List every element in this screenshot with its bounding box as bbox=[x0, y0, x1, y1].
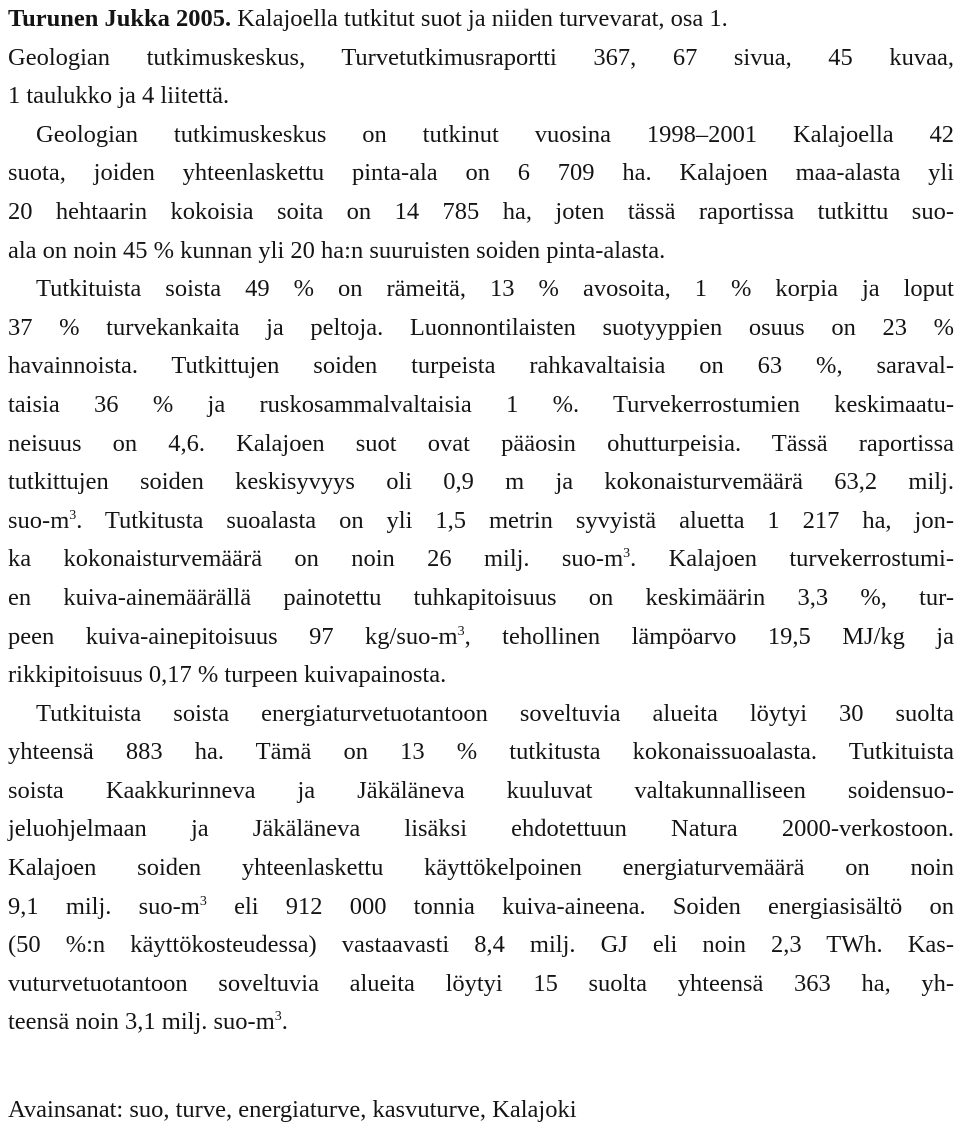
paragraph-2-line bbox=[8, 502, 954, 541]
paragraph-2-line: havainnoista. Tutkittujen soiden turpeista rahkavaltaisia on 63 %, saraval- bbox=[8, 352, 954, 380]
paragraph-2-line bbox=[8, 618, 954, 657]
paragraph-1-line: suota, joiden yhteenlaskettu pinta-ala on 6 709 ha. Kalajoen maa-alasta yli bbox=[8, 159, 954, 187]
citation-line-1 bbox=[8, 0, 954, 39]
superscript: 3 bbox=[69, 507, 77, 523]
text-run: teensä noin 3,1 milj. suo-m bbox=[8, 1008, 275, 1036]
paragraph-2-line: tutkittujen soiden keskisyvyys oli 0,9 m ja kokonaisturvemäärä 63,2 milj. bbox=[8, 468, 954, 496]
paragraph-3-line: Kalajoen soiden yhteenlaskettu käyttökelpoinen energiaturvemäärä on noin bbox=[8, 854, 954, 882]
paragraph-3-line: jeluohjelmaan ja Jäkäläneva lisäksi ehdotettuun Natura 2000-verkostoon. bbox=[8, 815, 954, 843]
paragraph-1-line: Geologian tutkimuskeskus on tutkinut vuosina 1998–2001 Kalajoella 42 bbox=[36, 120, 954, 148]
abstract-page bbox=[8, 0, 954, 1042]
text-run: , tehollinen lämpöarvo 19,5 MJ/kg ja bbox=[464, 622, 954, 650]
paragraph-1-line: 20 hehtaarin kokoisia soita on 14 785 ha, joten tässä raportissa tutkittu suo- bbox=[8, 197, 954, 225]
citation-title: Kalajoella tutkitut suot ja niiden turvevarat, osa 1. bbox=[231, 5, 728, 32]
paragraph-3-line: Tutkituista soista energiaturvetuotantoon soveltuvia alueita löytyi 30 suolta bbox=[36, 699, 954, 727]
citation-line-2: Geologian tutkimuskeskus, Turvetutkimusraportti 367, 67 sivua, 45 kuvaa, bbox=[8, 43, 954, 71]
superscript: 3 bbox=[623, 546, 631, 562]
paragraph-3-line bbox=[8, 888, 954, 927]
paragraph-2-line: 37 % turvekankaita ja peltoja. Luonnontilaisten suotyyppien osuus on 23 % bbox=[8, 313, 954, 341]
paragraph-2-line: en kuiva-ainemäärällä painotettu tuhkapitoisuus on keskimäärin 3,3 %, tur- bbox=[8, 583, 954, 611]
citation-author-year: Turunen Jukka 2005. bbox=[8, 5, 232, 32]
paragraph-2-line: Tutkituista soista 49 % on rämeitä, 13 % avosoita, 1 % korpia ja loput bbox=[36, 275, 954, 303]
text-run: . Tutkitusta suoalasta on yli 1,5 metrin syvyistä aluetta 1 217 ha, jon- bbox=[76, 506, 954, 534]
superscript: 3 bbox=[457, 623, 465, 639]
text-run: ka kokonaisturvemäärä on noin 26 milj. suo-m bbox=[8, 545, 624, 573]
paragraph-3-line: yhteensä 883 ha. Tämä on 13 % tutkitusta kokonaissuoalasta. Tutkituista bbox=[8, 738, 954, 766]
paragraph-3-line bbox=[8, 1003, 954, 1042]
text-run: eli 912 000 tonnia kuiva-aineena. Soiden energiasisältö on bbox=[206, 892, 954, 920]
paragraph-1-line: ala on noin 45 % kunnan yli 20 ha:n suuruisten soiden pinta-alasta. bbox=[8, 236, 666, 264]
keywords-line: Avainsanat: suo, turve, energiaturve, kasvuturve, Kalajoki bbox=[8, 1096, 577, 1123]
text-run: suo-m bbox=[8, 506, 70, 534]
paragraph-3-line: vuturvetuotantoon soveltuvia alueita löytyi 15 suolta yhteensä 363 ha, yh- bbox=[8, 969, 954, 997]
paragraph-3-line: soista Kaakkurinneva ja Jäkäläneva kuuluvat valtakunnalliseen soidensuo- bbox=[8, 776, 954, 804]
citation-line-3: 1 taulukko ja 4 liitettä. bbox=[8, 82, 230, 110]
text-run: . bbox=[281, 1008, 288, 1036]
paragraph-2-line: rikkipitoisuus 0,17 % turpeen kuivapainosta. bbox=[8, 661, 447, 689]
paragraph-2-line: taisia 36 % ja ruskosammalvaltaisia 1 %. Turvekerrostumien keskimaatu- bbox=[8, 390, 954, 418]
superscript: 3 bbox=[199, 893, 207, 909]
text-run: peen kuiva-ainepitoisuus 97 kg/suo-m bbox=[8, 622, 458, 650]
paragraph-3-line: (50 %:n käyttökosteudessa) vastaavasti 8,4 milj. GJ eli noin 2,3 TWh. Kas- bbox=[8, 931, 954, 959]
paragraph-2-line: neisuus on 4,6. Kalajoen suot ovat pääosin ohutturpeisia. Tässä raportissa bbox=[8, 429, 954, 457]
paragraph-2-line bbox=[8, 540, 954, 579]
superscript: 3 bbox=[274, 1009, 282, 1025]
text-run: 9,1 milj. suo-m bbox=[8, 892, 200, 920]
text-run: . Kalajoen turvekerrostumi- bbox=[630, 545, 954, 573]
